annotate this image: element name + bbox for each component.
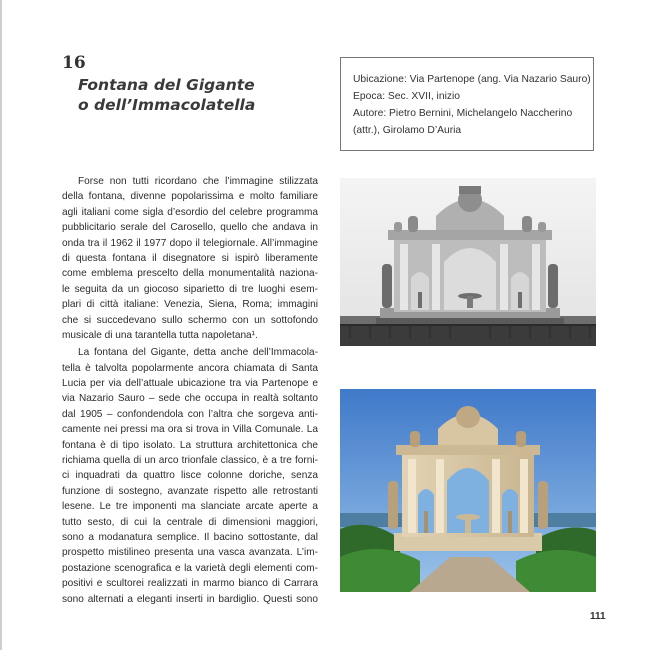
text-line: camente nei pressi ma ora si trova in Villa Comunale. La: [62, 424, 318, 436]
text-line: prospetto mistilineo presenta una vasca avanzata. L’im-: [62, 547, 318, 559]
info-authors: Autore: Pietro Bernini, Michelangelo Naccherino: [353, 108, 573, 119]
text-line: sono alternati a eleganti inserti in bardiglio. Questi sono: [62, 593, 318, 605]
text-line: fontana è di tipo isolato. La struttura architettonica che: [62, 439, 318, 451]
info-box: [340, 57, 594, 151]
chapter-number: 16: [62, 53, 86, 73]
fountain-photo-bw: [340, 178, 596, 346]
text-line: via Nazario Sauro – sede che occupa in realtà soltanto: [62, 393, 318, 405]
info-epoch: Epoca: Sec. XVII, inizio: [353, 91, 461, 102]
info-authors-cont: (attr.), Girolamo D’Auria: [353, 125, 462, 136]
body-text: [62, 174, 318, 607]
title-line: Fontana del Gigante: [78, 76, 255, 94]
text-line: funzione di sostegno, avanzate rispetto alle retrostanti: [62, 485, 318, 497]
text-line: pubblicitario serale del Carosello, quello che andava in: [62, 222, 318, 234]
text-line: le seguita da un giocoso siparietto di tre luoghi esem-: [62, 283, 318, 295]
text-line: come emblema prescelto della monumentalità naziona-: [62, 268, 318, 280]
text-line: Lucia per via dell’attuale ubicazione tra via Partenope e: [62, 378, 318, 390]
text-line: di questa fontana il disegnatore si ispirò liberamente: [62, 252, 318, 264]
text-line: onda tra il 1962 il 1977 dopo il telegiornale. All’immagine: [62, 237, 318, 249]
text-line: plari di città italiane: Venezia, Siena, Roma; immagini: [62, 299, 318, 311]
page-title: [78, 75, 318, 115]
text-line: agli italiani come sigla d’esordio del celebre programma: [62, 206, 318, 218]
info-location: Ubicazione: Via Partenope (ang. Via Nazario Sauro): [353, 74, 591, 85]
fountain-photo-color: [340, 389, 596, 592]
text-line: della fontana, divenne popolarissima e molto familiare: [62, 191, 318, 203]
text-line: tutto sesto, di cui la centrale di dimensioni maggiori,: [62, 516, 318, 528]
text-line: postazione scenografica e la varietà degli elementi com-: [62, 562, 318, 574]
text-line: richiama quella di un arco trionfale classico, è a tre forni-: [62, 455, 318, 467]
text-line: che si succedevano sullo schermo con un sottofondo: [62, 314, 318, 326]
text-line: lesene. Le tre imponenti ma slanciate arcate aperte a: [62, 501, 318, 513]
text-line: sono a modanatura semplice. Il bacino sottostante, dal: [62, 531, 318, 543]
title-line: o dell’Immacolatella: [78, 96, 256, 114]
text-line: musicale di una tarantella tutta napoletana¹.: [62, 329, 258, 341]
text-line: Forse non tutti ricordano che l’immagine stilizzata: [78, 176, 318, 187]
text-line: positivi e scultorei realizzati in marmo bianco di Carrara: [62, 578, 318, 590]
text-line: tella è talvolta popolarmente ancora chiamata di Santa: [62, 362, 318, 374]
page-number: 111: [590, 611, 606, 622]
page-edge: [0, 0, 2, 650]
text-line: dal 1905 – confondendola con l’altra che sorgeva anti-: [62, 408, 318, 420]
text-line: La fontana del Gigante, detta anche dell’Immacola-: [78, 347, 318, 359]
text-line: ci inquadrati da quattro lisce colonne doriche, senza: [62, 470, 318, 482]
